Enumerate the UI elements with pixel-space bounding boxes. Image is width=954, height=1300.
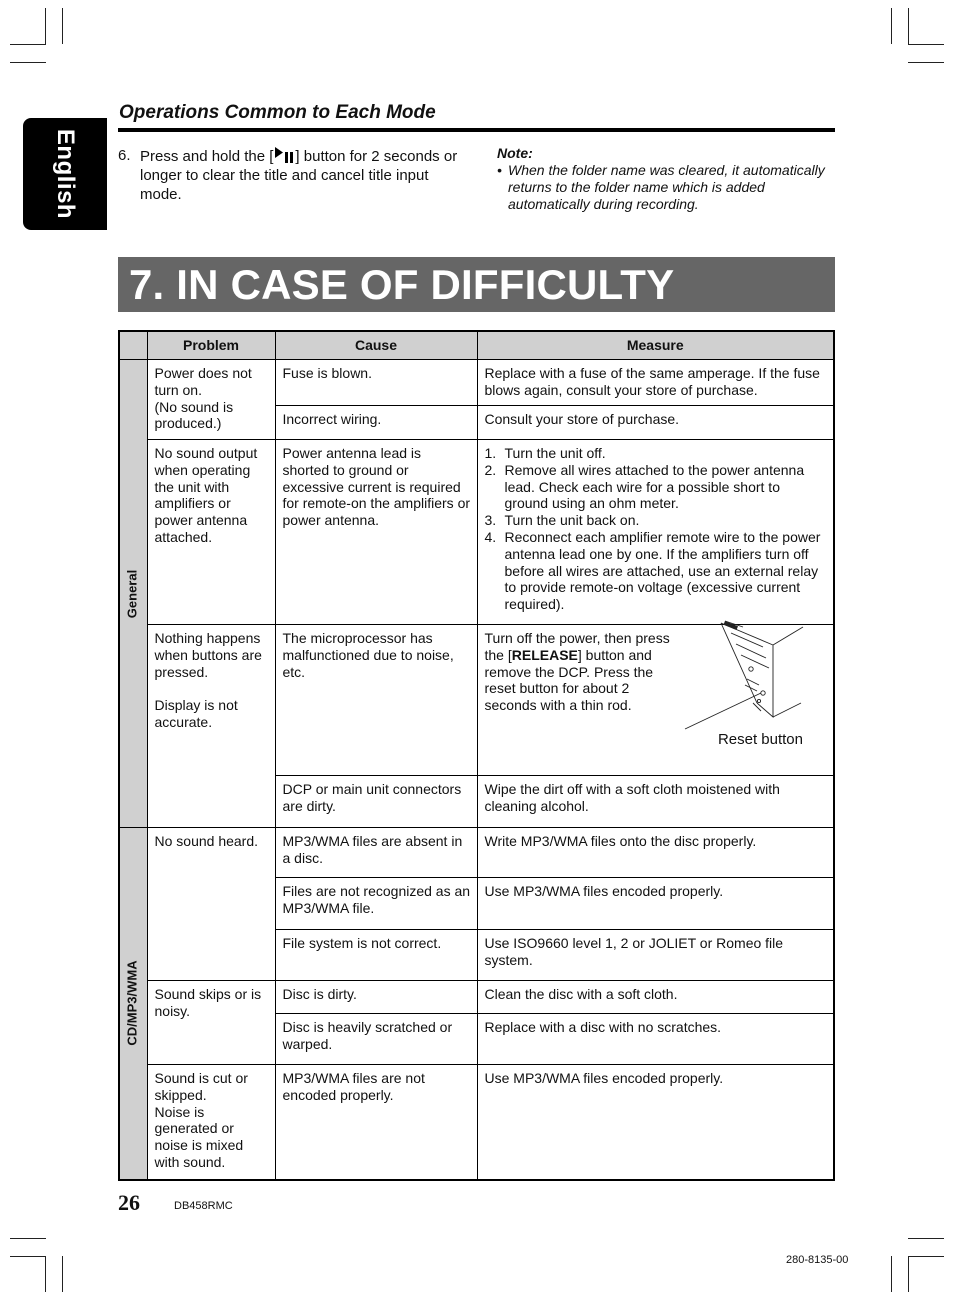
- step-num: 3.: [484, 512, 497, 529]
- problem-cell: [147, 981, 275, 1065]
- table-row: [119, 828, 834, 878]
- cause-cell: [275, 625, 477, 776]
- note-bullet: •: [497, 162, 502, 178]
- cause-cell: [275, 981, 477, 1014]
- category-general-label: General: [124, 569, 140, 618]
- category-cd-mp3-wma: [119, 828, 147, 1180]
- table-row: [119, 440, 834, 625]
- step-text: Turn the unit back on.: [504, 512, 640, 529]
- step-text: [140, 146, 463, 204]
- problem-text: Sound is cut or skipped. Noise is generated or noise is mixed with sound.: [154, 1070, 248, 1170]
- section-title: Operations Common to Each Mode: [119, 102, 436, 123]
- measure-cell: [477, 776, 834, 828]
- cause-cell: [275, 878, 477, 930]
- cause-text: Power antenna lead is shorted to ground or excessive current is required for remote-on the amplifiers or power antenna.: [282, 445, 471, 529]
- header-measure: Measure: [477, 331, 834, 360]
- problem-cell: [147, 360, 275, 440]
- table-row: [119, 625, 834, 776]
- step-num: 4.: [484, 528, 497, 545]
- measure-cell: [477, 1065, 834, 1180]
- step-text-before: Press and hold the [: [140, 148, 274, 165]
- header-category: [119, 331, 147, 360]
- cause-text: MP3/WMA files are absent in a disc.: [282, 833, 463, 866]
- list-item: [485, 445, 828, 462]
- measure-text: Clean the disc with a soft cloth.: [484, 986, 678, 1002]
- step-number: 6.: [118, 147, 131, 164]
- cause-text: File system is not correct.: [282, 935, 442, 951]
- language-tab-label-wrap: [23, 118, 107, 230]
- measure-text-a: Turn off the power, then press the [: [484, 630, 670, 663]
- problem-text: Power does not turn on. (No sound is produced.): [154, 365, 252, 432]
- cause-text: Fuse is blown.: [282, 365, 372, 381]
- cause-text: Incorrect wiring.: [282, 411, 382, 427]
- cause-text: MP3/WMA files are not encoded properly.: [282, 1070, 425, 1103]
- model-number: DB458RMC: [174, 1200, 233, 1212]
- problem-text: No sound output when operating the unit with amplifiers or power antenna attached.: [154, 445, 258, 545]
- measure-cell: [477, 360, 834, 406]
- table-row: [119, 360, 834, 406]
- measure-text: Use MP3/WMA files encoded properly.: [484, 1070, 724, 1086]
- measure-text: Replace with a disc with no scratches.: [484, 1019, 722, 1035]
- cause-text: DCP or main unit connectors are dirty.: [282, 781, 462, 814]
- problem-cell: [147, 1065, 275, 1180]
- category-general: [119, 360, 147, 828]
- cause-cell: [275, 440, 477, 625]
- measure-cell: [477, 440, 834, 625]
- section-rule: [118, 128, 835, 132]
- problem-cell: [147, 440, 275, 625]
- measure-cell: [477, 828, 834, 878]
- measure-cell: [477, 1014, 834, 1065]
- measure-text: Consult your store of purchase.: [484, 411, 680, 427]
- list-item: [485, 529, 828, 613]
- measure-text: Wipe the dirt off with a soft cloth moistened with cleaning alcohol.: [484, 781, 780, 814]
- measure-cell: [477, 981, 834, 1014]
- cause-cell: [275, 930, 477, 981]
- problem-cell: [147, 828, 275, 981]
- page-number: 26: [118, 1190, 140, 1215]
- cause-cell: [275, 1014, 477, 1065]
- note-text: When the folder name was cleared, it automatically returns to the folder name which is added automatically during recording.: [508, 162, 825, 212]
- problem-text: No sound heard.: [154, 833, 259, 849]
- cause-text: Disc is dirty.: [282, 986, 357, 1002]
- measure-text: Replace with a fuse of the same amperage. If the fuse blows again, consult your store of purchase.: [484, 365, 820, 398]
- troubleshooting-table: [118, 330, 835, 1181]
- measure-text: Use MP3/WMA files encoded properly.: [484, 883, 724, 899]
- cause-text: The microprocessor has malfunctioned due to noise, etc.: [282, 630, 454, 680]
- step-num: 1.: [484, 445, 497, 461]
- cause-cell: [275, 360, 477, 406]
- reset-button-figure: [679, 613, 829, 733]
- table-row: [119, 1065, 834, 1180]
- chapter-banner: [118, 257, 835, 312]
- problem-cell: [147, 625, 275, 828]
- step-text-after: ] button for 2 seconds or longer to clear the title and cancel title input mode.: [140, 148, 458, 203]
- measure-text: Use ISO9660 level 1, 2 or JOLIET or Romeo file system.: [484, 935, 784, 968]
- list-item: [485, 462, 828, 512]
- measure-cell: [477, 878, 834, 930]
- step-text: Reconnect each amplifier remote wire to the power antenna lead one by one. If the amplifiers turn off before all wires are attached, use an external relay to provide remote-on voltage (excessive current required).: [504, 528, 821, 613]
- document-number: 280-8135-00: [786, 1254, 849, 1266]
- play-pause-icon: [273, 146, 295, 164]
- measure-cell: [477, 406, 834, 440]
- header-cause: Cause: [275, 331, 477, 360]
- measure-text: Write MP3/WMA files onto the disc properly.: [484, 833, 757, 849]
- table-header-row: [119, 331, 834, 360]
- step-text: Turn the unit off.: [504, 445, 606, 461]
- header-problem: Problem: [147, 331, 275, 360]
- measure-text-b: ] button and remove the DCP. Press the reset button for about 2 seconds with a thin rod.: [484, 646, 654, 714]
- step-6: [118, 146, 463, 204]
- step-text: Remove all wires attached to the power antenna lead. Check each wire for a possible short to ground using an ohm meter.: [504, 461, 805, 512]
- measure-steps: [485, 445, 828, 613]
- problem-text: Nothing happens when buttons are pressed. Display is not accurate.: [154, 630, 262, 730]
- reset-button-caption: Reset button: [717, 731, 803, 748]
- measure-text: [485, 630, 673, 714]
- measure-cell: [477, 930, 834, 981]
- category-cd-label: CD/MP3/WMA: [124, 960, 140, 1046]
- release-button-name: RELEASE: [511, 646, 578, 663]
- note-item: [497, 162, 837, 213]
- cause-cell: [275, 776, 477, 828]
- cause-cell: [275, 406, 477, 440]
- cause-text: Disc is heavily scratched or warped.: [282, 1019, 453, 1052]
- table-row: [119, 981, 834, 1014]
- chapter-title: 7. IN CASE OF DIFFICULTY: [129, 261, 675, 308]
- list-item: [485, 512, 828, 529]
- note-title: Note:: [497, 145, 533, 161]
- cause-cell: [275, 1065, 477, 1180]
- cause-text: Files are not recognized as an MP3/WMA file.: [282, 883, 471, 916]
- note-box: [497, 145, 837, 213]
- measure-cell: [477, 625, 834, 776]
- problem-text: Sound skips or is noisy.: [154, 986, 262, 1019]
- cause-cell: [275, 828, 477, 878]
- step-num: 2.: [484, 461, 497, 478]
- language-tab-label: English: [52, 128, 80, 220]
